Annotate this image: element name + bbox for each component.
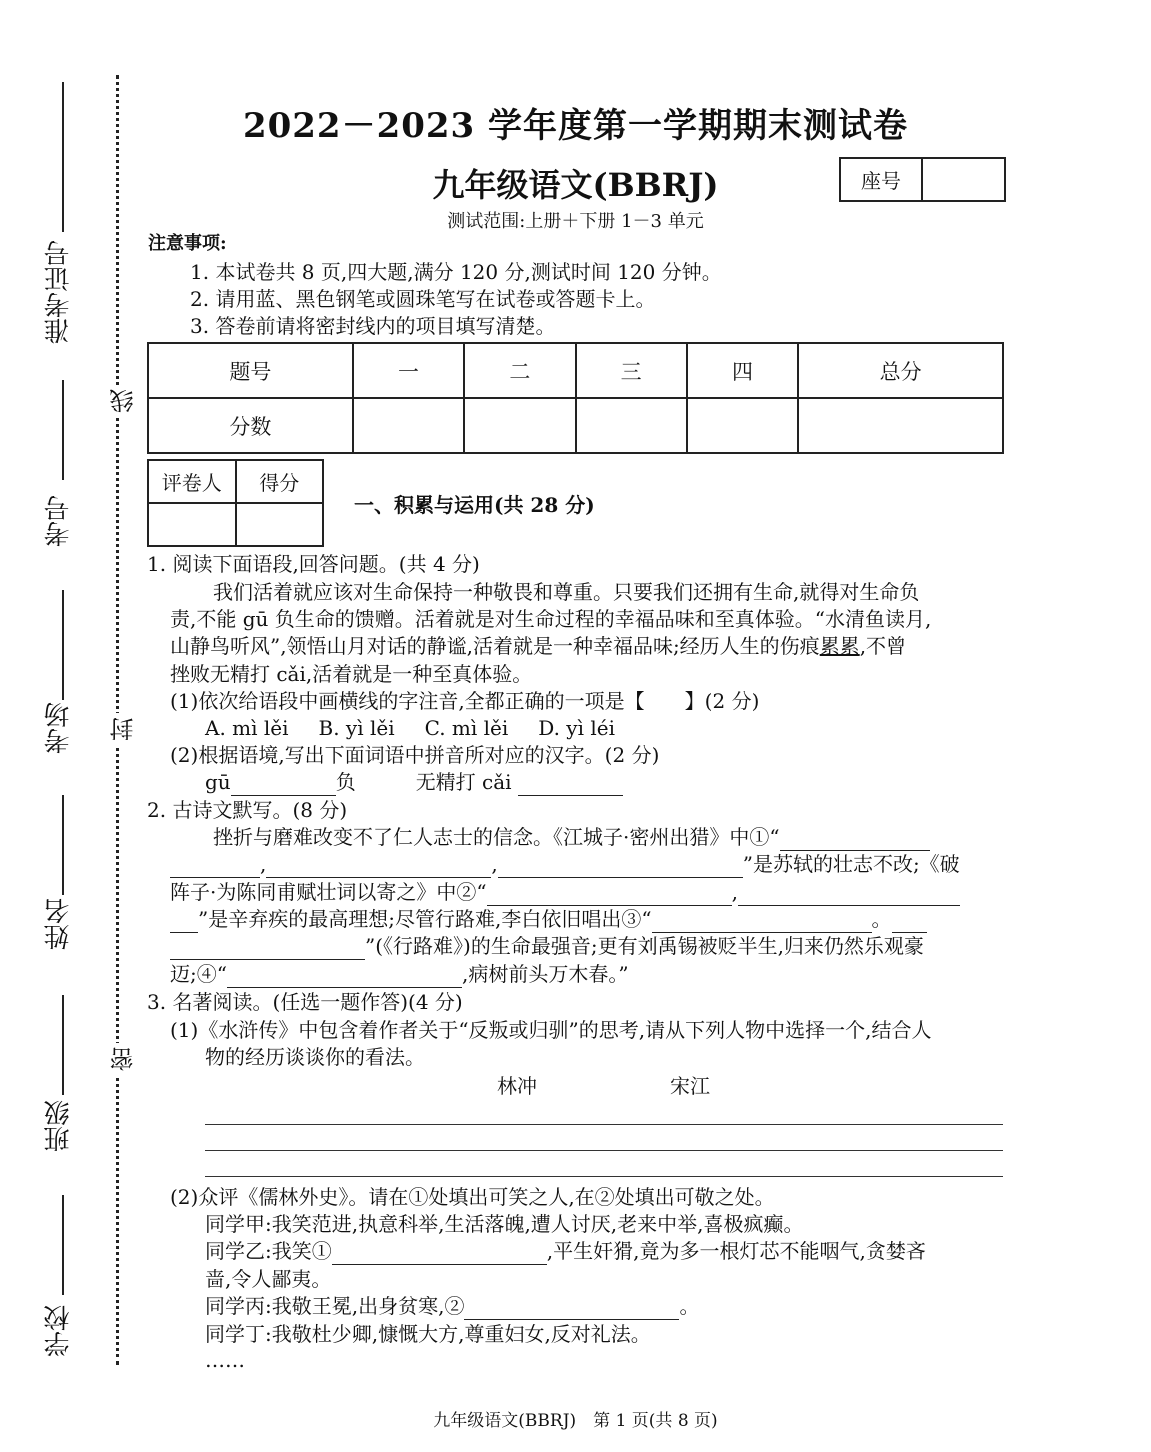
q2-text: 挫折与磨难改变不了仁人志士的信念。《江城子·密州出猎》中①“ xyxy=(213,825,780,849)
grade-cell[interactable] xyxy=(236,503,324,546)
q1-para-text: 山静鸟听风”,领悟山月对话的静谧,活着就是一种幸福品味;经历人生的伤痕 xyxy=(170,634,820,658)
q2-text: ”是辛弃疾的最高理想;尽管行路难,李白依旧唱出③“ xyxy=(198,907,652,931)
seal-char-seal: 封 xyxy=(106,713,141,745)
q3-student-line: 同学甲:我笑范进,执意科举,生活落魄,遭人讨厌,老来中举,喜极疯癫。 xyxy=(205,1212,804,1236)
q3-sub1: 物的经历谈谈你的看法。 xyxy=(205,1045,425,1069)
binding-line xyxy=(62,995,64,1095)
q1-underlined-word: 累累 xyxy=(819,634,860,658)
label-exam-room: 考场 xyxy=(44,702,74,754)
binding-line xyxy=(62,1195,64,1295)
score-header: 一 xyxy=(353,343,464,398)
binding-line xyxy=(62,590,64,700)
q1-sub2: (2)根据语境,写出下面词语中拼音所对应的汉字。(2 分) xyxy=(170,743,660,767)
q2-text: 迈;④“ xyxy=(170,962,227,986)
q2-line xyxy=(170,960,629,988)
q1-sub2-answers xyxy=(205,768,623,796)
score-cell[interactable] xyxy=(798,398,1003,453)
section-title: 一、积累与运用(共 28 分) xyxy=(354,493,595,517)
answer-blank[interactable] xyxy=(780,828,930,851)
answer-blank[interactable] xyxy=(738,883,960,906)
q3-sub1: (1)《水浒传》中包含着作者关于“反叛或归驯”的思考,请从下列人物中选择一个,结合人 xyxy=(170,1018,932,1042)
word-suffix: 负 xyxy=(335,770,356,794)
seat-number-box xyxy=(839,157,1006,202)
binding-line xyxy=(62,380,64,480)
test-scope: 测试范围:上册＋下册 1－3 单元 xyxy=(447,211,704,232)
grader-header: 评卷人 xyxy=(148,460,236,503)
answer-blank[interactable] xyxy=(231,773,336,796)
q3-student-line: 同学丙:我敬王冕,出身贫寒,② 。 xyxy=(205,1294,700,1318)
score-header: 题号 xyxy=(148,343,353,398)
q1-para-text: ,不曾 xyxy=(859,634,907,658)
notice-heading: 注意事项: xyxy=(148,233,227,254)
answer-blank[interactable] xyxy=(652,910,872,933)
q1-options xyxy=(205,714,615,742)
notice-item: 3. 答卷前请将密封线内的项目填写清楚。 xyxy=(190,314,556,338)
option-c[interactable]: C. mì lěi xyxy=(424,716,509,740)
score-header: 三 xyxy=(576,343,687,398)
q2-text: ”是苏轼的壮志不改;《破 xyxy=(742,852,960,876)
label-class: 班级 xyxy=(44,1100,74,1152)
q2-line: 阵子·为陈同甫赋壮词以寄之》中②“ , xyxy=(170,878,960,906)
q1-para-line xyxy=(170,632,906,660)
answer-line[interactable] xyxy=(205,1150,1003,1151)
q3-sub2: (2)众评《儒林外史》。请在①处填出可笑之人,在②处填出可敬之处。 xyxy=(170,1185,775,1209)
q3-student-line xyxy=(205,1237,926,1265)
answer-line[interactable] xyxy=(205,1124,1003,1125)
label-exam-no: 考号 xyxy=(44,495,74,547)
q3-name-option[interactable]: 宋江 xyxy=(670,1074,710,1098)
notice-item: 2. 请用蓝、黑色钢笔或圆珠笔写在试卷或答题卡上。 xyxy=(190,287,656,311)
q2-text: ”(《行路难》)的生命最强音;更有刘禹锡被贬半生,归来仍然乐观豪 xyxy=(365,934,924,958)
score-header: 四 xyxy=(687,343,798,398)
page-title: 2022－2023 学年度第一学期期末测试卷 xyxy=(242,106,909,146)
score-cell[interactable] xyxy=(353,398,464,453)
answer-blank[interactable] xyxy=(464,1297,679,1320)
answer-blank[interactable] xyxy=(498,855,743,878)
q1-stem: 1. 阅读下面语段,回答问题。(共 4 分) xyxy=(147,552,480,576)
q3-text: ,平生奸猾,竟为多一根灯芯不能咽气,贪婪吝 xyxy=(546,1239,926,1263)
option-d[interactable]: D. yì léi xyxy=(538,716,615,740)
seal-char-line: 线 xyxy=(106,385,141,417)
q3-text: 同学乙:我笑① xyxy=(205,1239,332,1263)
score-header: 二 xyxy=(464,343,575,398)
label-exam-id: 准考证号 xyxy=(44,240,74,344)
q2-text: ,病树前头万木春。” xyxy=(461,962,629,986)
word-prefix: 无精打 cǎi xyxy=(415,770,512,794)
answer-blank[interactable] xyxy=(170,855,260,878)
score-cell[interactable] xyxy=(576,398,687,453)
q1-para-line: 挫败无精打 cǎi,活着就是一种至真体验。 xyxy=(170,662,533,686)
score-header: 总分 xyxy=(798,343,1003,398)
q2-text: 阵子·为陈同甫赋壮词以寄之》中②“ xyxy=(170,880,487,904)
option-a[interactable]: A. mì lěi xyxy=(205,716,289,740)
answer-blank[interactable] xyxy=(170,910,198,933)
label-school: 学校 xyxy=(44,1305,74,1357)
q3-stem: 3. 名著阅读。(任选一题作答)(4 分) xyxy=(147,990,463,1014)
page-footer: 九年级语文(BBRJ) 第 1 页(共 8 页) xyxy=(433,1411,718,1431)
seat-label: 座号 xyxy=(841,159,923,200)
seal-char-secret: 密 xyxy=(106,1043,141,1075)
seat-input[interactable] xyxy=(923,159,1004,200)
answer-blank[interactable] xyxy=(266,855,491,878)
q3-student-line: 同学丁:我敬杜少卿,慷慨大方,尊重妇女,反对礼法。 xyxy=(205,1322,651,1346)
grader-table xyxy=(147,459,324,547)
score-cell[interactable] xyxy=(464,398,575,453)
answer-blank[interactable] xyxy=(227,965,462,988)
option-b[interactable]: B. yì lěi xyxy=(318,716,395,740)
pinyin-label: gū xyxy=(205,770,231,794)
answer-blank[interactable] xyxy=(518,773,623,796)
q3-text: 同学丙:我敬王冕,出身贫寒,② xyxy=(205,1294,465,1318)
q3-name-option[interactable]: 林冲 xyxy=(497,1074,537,1098)
q2-line: ”是辛弃疾的最高理想;尽管行路难,李白依旧唱出③“ 。 xyxy=(170,905,927,933)
q2-line xyxy=(213,823,930,851)
score-table xyxy=(147,342,1004,454)
score-row-label: 分数 xyxy=(148,398,353,453)
answer-line[interactable] xyxy=(205,1176,1003,1177)
answer-blank[interactable] xyxy=(332,1242,547,1265)
answer-blank[interactable] xyxy=(892,910,927,933)
binding-line xyxy=(62,795,64,895)
answer-blank[interactable] xyxy=(170,937,365,960)
notice-item: 1. 本试卷共 8 页,四大题,满分 120 分,测试时间 120 分钟。 xyxy=(190,260,722,284)
q1-para-line: 我们活着就应该对生命保持一种敬畏和尊重。只要我们还拥有生命,就得对生命负 xyxy=(213,580,920,604)
q2-stem: 2. 古诗文默写。(8 分) xyxy=(147,798,348,822)
grader-cell[interactable] xyxy=(148,503,236,546)
score-header: 得分 xyxy=(236,460,324,503)
answer-blank[interactable] xyxy=(487,883,732,906)
q2-line xyxy=(170,932,924,960)
q1-para-line: 责,不能 gū 负生命的馈赠。活着就是对生命过程的幸福品味和至真体验。“水清鱼读月, xyxy=(170,607,932,631)
q2-line: , , ”是苏轼的壮志不改;《破 xyxy=(170,850,960,878)
page-subtitle: 九年级语文(BBRJ) xyxy=(432,166,719,204)
q3-ellipsis: …… xyxy=(205,1348,245,1372)
q3-student-line: 啬,令人鄙夷。 xyxy=(205,1267,332,1291)
label-name: 姓名 xyxy=(44,898,74,950)
score-cell[interactable] xyxy=(687,398,798,453)
q1-sub1: (1)依次给语段中画横线的字注音,全都正确的一项是【 】(2 分) xyxy=(170,689,760,713)
